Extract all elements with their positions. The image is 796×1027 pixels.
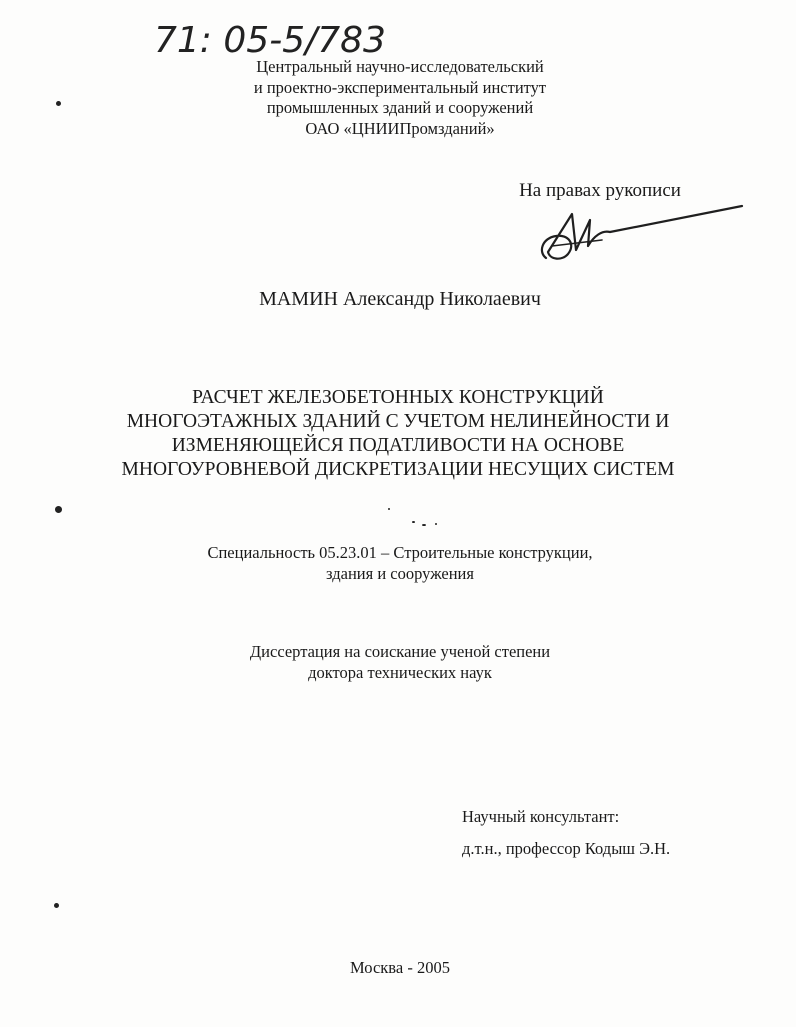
specialty-line: Специальность 05.23.01 – Строительные конструкции, bbox=[207, 543, 593, 562]
title-line: ИЗМЕНЯЮЩЕЙСЯ ПОДАТЛИВОСТИ НА ОСНОВЕ bbox=[171, 435, 625, 456]
city-year: Москва - 2005 bbox=[350, 958, 450, 977]
title-line: МНОГОУРОВНЕВОЙ ДИСКРЕТИЗАЦИИ НЕСУЩИХ СИСТЕМ bbox=[121, 459, 675, 480]
dissertation-title bbox=[98, 386, 698, 482]
rights-label: На правах рукописи bbox=[519, 180, 681, 201]
institute-block bbox=[200, 57, 600, 139]
degree-line: Диссертация на соискание ученой степени bbox=[249, 642, 551, 661]
archive-code-handwriting bbox=[150, 12, 390, 62]
archive-code-handwritten bbox=[150, 12, 390, 62]
institute-line: Центральный научно-исследовательский bbox=[256, 57, 544, 76]
consultant-block bbox=[462, 801, 762, 865]
scan-speck bbox=[56, 101, 61, 106]
signature bbox=[532, 200, 752, 275]
title-line: РАСЧЕТ ЖЕЛЕЗОБЕТОННЫХ КОНСТРУКЦИЙ bbox=[192, 387, 604, 408]
scan-speck bbox=[422, 524, 426, 526]
specialty-block bbox=[150, 542, 650, 584]
author-name: МАМИН Александр Николаевич bbox=[259, 288, 541, 310]
institute-line: и проектно-экспериментальный институт bbox=[253, 77, 547, 97]
institute-line: ОАО «ЦНИИПромзданий» bbox=[305, 118, 495, 138]
degree-block bbox=[200, 641, 600, 683]
scan-speck bbox=[55, 506, 62, 513]
institute-line: промышленных зданий и сооружений bbox=[266, 98, 534, 117]
archive-code-text: 71: 05-5/783 bbox=[154, 20, 386, 61]
consultant-label: Научный консультант: bbox=[462, 807, 620, 826]
title-line: МНОГОЭТАЖНЫХ ЗДАНИЙ С УЧЕТОМ НЕЛИНЕЙНОСТИ И bbox=[126, 411, 670, 432]
specialty-line: здания и сооружения bbox=[326, 564, 474, 583]
signature-drawing bbox=[532, 200, 752, 275]
scan-speck bbox=[435, 523, 437, 525]
degree-line: доктора технических наук bbox=[308, 663, 492, 682]
scan-speck bbox=[412, 521, 415, 523]
scan-speck bbox=[54, 903, 59, 908]
consultant-name: д.т.н., профессор Кодыш Э.Н. bbox=[462, 839, 671, 858]
scan-speck bbox=[388, 508, 390, 510]
